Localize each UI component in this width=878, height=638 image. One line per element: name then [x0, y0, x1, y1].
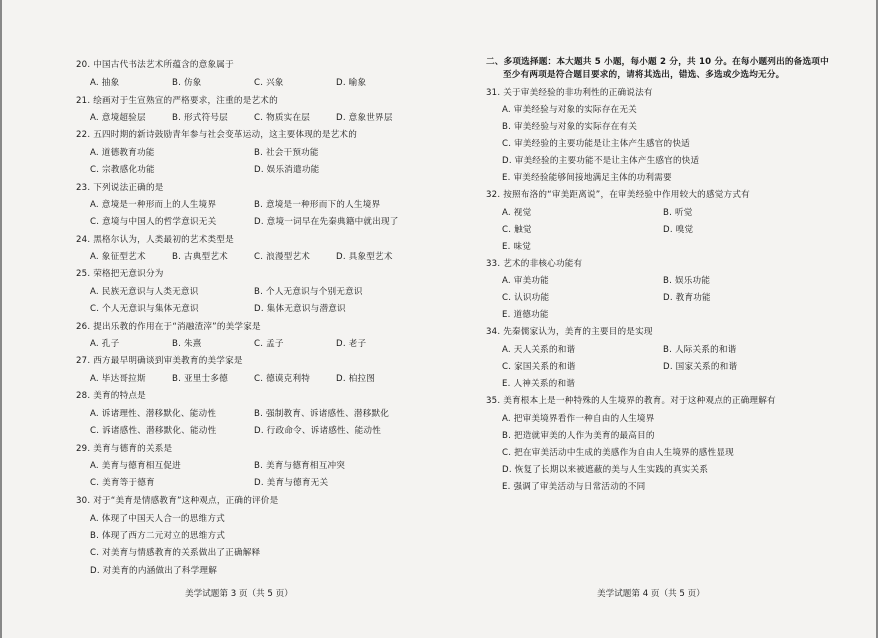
question-stem: 26. 提出乐教的作用在于“消融渣滓”的美学家是	[76, 322, 261, 332]
option: A. 意境超验层	[90, 113, 146, 123]
option: D. 嗅觉	[663, 225, 694, 235]
option: A. 孔子	[90, 339, 120, 349]
option: C. 宗教感化功能	[90, 165, 155, 175]
option: B. 强制教育、诉诸感性、潜移默化	[254, 409, 390, 419]
option: D. 美育与德育无关	[254, 478, 329, 488]
option: B. 审美经验与对象的实际存在有关	[502, 122, 638, 132]
option: E. 强调了审美活动与日常活动的不同	[502, 482, 646, 492]
question-stem: 29. 美育与德育的关系是	[76, 444, 173, 454]
option: B. 美育与德育相互冲突	[254, 461, 346, 471]
question-stem: 23. 下列说法正确的是	[76, 183, 164, 193]
option: D. 娱乐消遣功能	[254, 165, 320, 175]
option: C. 对美育与情感教育的关系做出了正确解释	[90, 548, 261, 558]
option: D. 集体无意识与潜意识	[254, 304, 346, 314]
option: C. 个人无意识与集体无意识	[90, 304, 199, 314]
option: D. 恢复了长期以来被遮蔽的美与人生实践的真实关系	[502, 465, 709, 475]
option: D. 国家关系的和谐	[663, 362, 738, 372]
option: A. 抽象	[90, 78, 120, 88]
question-stem: 33. 艺术的非核心功能有	[486, 259, 583, 269]
option: B. 意境是一种形而下的人生境界	[254, 200, 381, 210]
page-footer: 美学试题第 4 页（共 5 页）	[597, 589, 705, 599]
scan-edge-left	[0, 0, 2, 638]
option: C. 物质实在层	[254, 113, 311, 123]
question-stem: 20. 中国古代书法艺术所蕴含的意象属于	[76, 60, 234, 70]
option: A. 意境是一种形而上的人生境界	[90, 200, 217, 210]
option: A. 民族无意识与人类无意识	[90, 287, 199, 297]
question-stem: 31. 关于审美经验的非功利性的正确说法有	[486, 88, 653, 98]
option: D. 老子	[336, 339, 367, 349]
option: B. 仿象	[172, 78, 202, 88]
option: A. 视觉	[502, 208, 532, 218]
option: D. 教育功能	[663, 293, 711, 303]
option: D. 意象世界层	[336, 113, 393, 123]
question-stem: 35. 美育根本上是一种特殊的人生境界的教育。对于这种观点的正确理解有	[486, 396, 776, 406]
option: B. 形式符号层	[172, 113, 228, 123]
question-stem: 28. 美育的特点是	[76, 391, 146, 401]
option: C. 把在审美活动中生成的美感作为自由人生境界的感性显现	[502, 448, 734, 458]
option: B. 朱熹	[172, 339, 202, 349]
question-stem: 34. 先秦儒家认为，美育的主要目的是实现	[486, 327, 653, 337]
option: E. 味觉	[502, 242, 532, 252]
option: C. 德谟克利特	[254, 374, 311, 384]
option: D. 对美育的内涵做出了科学理解	[90, 566, 218, 576]
option: B. 人际关系的和谐	[663, 345, 737, 355]
question-stem: 21. 绘画对于生宣熟宣的严格要求，注重的是艺术的	[76, 96, 278, 106]
option: C. 诉诸感性、潜移默化、能动性	[90, 426, 217, 436]
question-stem: 25. 荣格把无意识分为	[76, 269, 164, 279]
option: B. 听觉	[663, 208, 693, 218]
option: D. 意境一词早在先秦典籍中就出现了	[254, 217, 399, 227]
option: A. 象征型艺术	[90, 252, 146, 262]
option: C. 浪漫型艺术	[254, 252, 311, 262]
option: A. 天人关系的和谐	[502, 345, 576, 355]
option: C. 孟子	[254, 339, 284, 349]
option: D. 柏拉图	[336, 374, 376, 384]
question-stem: 30. 对于“美育是情感教育”这种观点，正确的评价是	[76, 496, 279, 506]
option: C. 兴象	[254, 78, 284, 88]
option: E. 道德功能	[502, 310, 549, 320]
question-stem: 32. 按照布洛的“审美距离说”，在审美经验中作用较大的感觉方式有	[486, 190, 750, 200]
option: C. 审美经验的主要功能是让主体产生感官的快适	[502, 139, 690, 149]
option: A. 审美功能	[502, 276, 549, 286]
option: A. 体现了中国天人合一的思维方式	[90, 514, 225, 524]
option: B. 古典型艺术	[172, 252, 228, 262]
option: A. 毕达哥拉斯	[90, 374, 146, 384]
option: E. 人神关系的和谐	[502, 379, 576, 389]
right-page	[439, 0, 878, 638]
option: D. 审美经验的主要功能不是让主体产生感官的快适	[502, 156, 700, 166]
question-stem: 24. 黑格尔认为，人类最初的艺术类型是	[76, 235, 234, 245]
option: B. 亚里士多德	[172, 374, 228, 384]
option: E. 审美经验能够间接地满足主体的功利需要	[502, 173, 672, 183]
section-header: 二、多项选择题：本大题共 5 小题，每小题 2 分，共 10 分。在每小题列出的备选项中	[486, 57, 829, 67]
question-stem: 22. 五四时期的新诗鼓励青年参与社会变革运动，这主要体现的是艺术的	[76, 130, 358, 140]
option: B. 个人无意识与个别无意识	[254, 287, 363, 297]
option: D. 行政命令、诉诸感性、能动性	[254, 426, 382, 436]
option: C. 触觉	[502, 225, 532, 235]
option: B. 娱乐功能	[663, 276, 711, 286]
page-footer: 美学试题第 3 页（共 5 页）	[185, 589, 293, 599]
option: B. 社会干预功能	[254, 148, 319, 158]
option: C. 美育等于德育	[90, 478, 155, 488]
section-header: 至少有两项是符合题目要求的，请将其选出，错选、多选或少选均无分。	[503, 70, 785, 80]
option: A. 美育与德育相互促进	[90, 461, 181, 471]
option: A. 道德教育功能	[90, 148, 155, 158]
question-stem: 27. 西方最早明确谈到审美教育的美学家是	[76, 356, 243, 366]
option: B. 把造就审美的人作为美育的最高目的	[502, 431, 655, 441]
option: C. 意境与中国人的哲学意识无关	[90, 217, 217, 227]
option: C. 家国关系的和谐	[502, 362, 576, 372]
option: D. 具象型艺术	[336, 252, 393, 262]
option: A. 审美经验与对象的实际存在无关	[502, 105, 637, 115]
option: C. 认识功能	[502, 293, 550, 303]
option: B. 体现了西方二元对立的思维方式	[90, 531, 226, 541]
option: D. 喻象	[336, 78, 367, 88]
option: A. 把审美境界看作一种自由的人生境界	[502, 414, 655, 424]
option: A. 诉诸理性、潜移默化、能动性	[90, 409, 217, 419]
